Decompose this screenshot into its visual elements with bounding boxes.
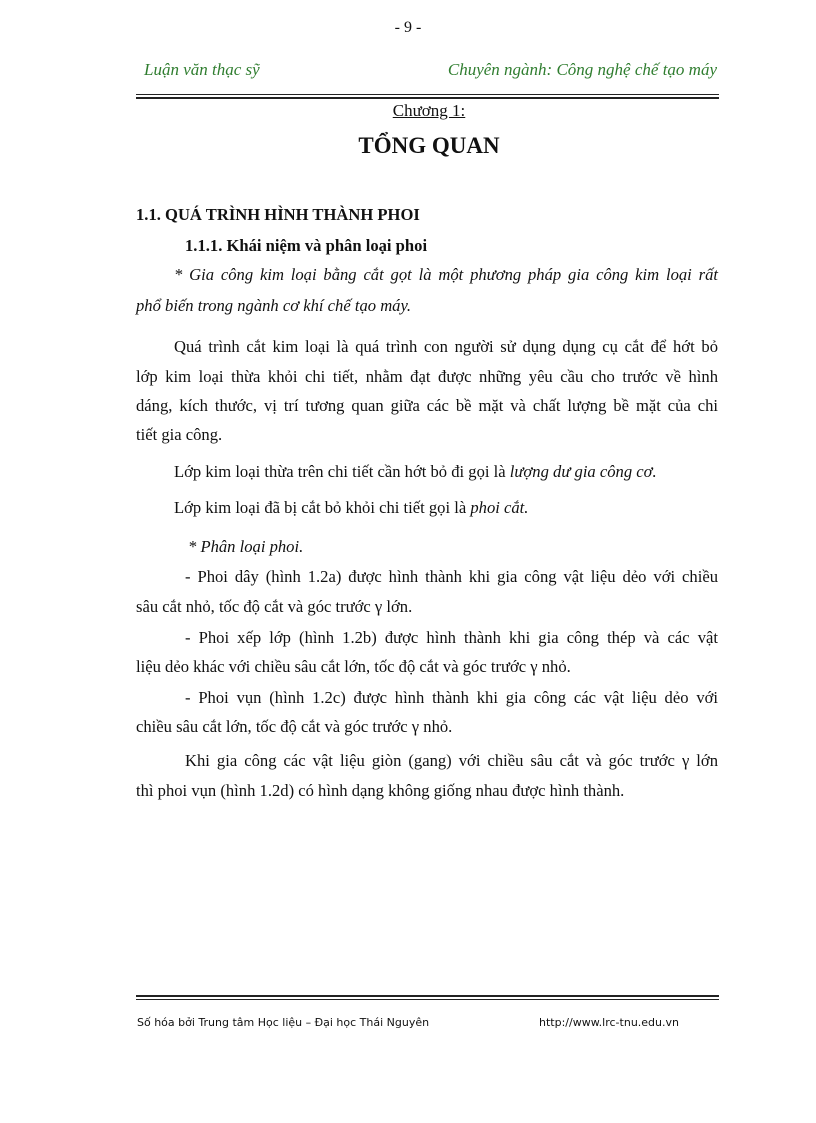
item-c-line-2: chiều sâu cắt lớn, tốc độ cắt và góc trước γ nhỏ. xyxy=(136,717,453,736)
item-a-line-2: sâu cắt nhỏ, tốc độ cắt và góc trước γ lớn. xyxy=(136,597,413,616)
paragraph-3-text: Lớp kim loại đã bị cắt bỏ khỏi chi tiết gọi là xyxy=(174,498,471,517)
paragraph-2 xyxy=(174,462,657,482)
item-b-line-1: - Phoi xếp lớp (hình 1.2b) được hình thành khi gia công thép và các vật xyxy=(185,628,718,647)
item-c-line-1: - Phoi vụn (hình 1.2c) được hình thành khi gia công các vật liệu dẻo với xyxy=(185,688,718,707)
footer-source: Số hóa bởi Trung tâm Học liệu – Đại học Thái Nguyên xyxy=(137,1016,430,1029)
page-number: - 9 - xyxy=(394,19,422,36)
chapter-title: TỔNG QUAN xyxy=(358,133,500,158)
header-thesis-label: Luận văn thạc sỹ xyxy=(144,60,260,79)
footer-rule-top xyxy=(136,995,719,997)
intro-line-1: * Gia công kim loại bằng cắt gọt là một phương pháp gia công kim loại rất xyxy=(174,265,718,284)
chapter-label: Chương 1: xyxy=(392,101,466,120)
paragraph-1-line-2: lớp kim loại thừa khỏi chi tiết, nhằm đạt được những yêu cầu cho trước về hình xyxy=(136,367,718,386)
paragraph-2-term: lượng dư gia công cơ. xyxy=(509,462,657,481)
subsection-heading: 1.1.1. Khái niệm và phân loại phoi xyxy=(185,236,428,255)
header-rule-bottom xyxy=(136,97,719,99)
paragraph-1-line-4: tiết gia công. xyxy=(136,425,223,444)
item-a-line-1: - Phoi dây (hình 1.2a) được hình thành khi gia công vật liệu dẻo với chiều xyxy=(185,567,718,586)
section-heading: 1.1. QUÁ TRÌNH HÌNH THÀNH PHOI xyxy=(136,205,420,224)
paragraph-1-line-1: Quá trình cắt kim loại là quá trình con người sử dụng dụng cụ cắt để hớt bỏ xyxy=(174,337,718,356)
item-d-line-1: Khi gia công các vật liệu giòn (gang) với chiều sâu cắt và góc trước γ lớn xyxy=(185,751,718,770)
paragraph-3 xyxy=(174,498,528,518)
item-b-line-2: liệu dẻo khác với chiều sâu cắt lớn, tốc độ cắt và góc trước γ nhỏ. xyxy=(136,657,571,676)
item-d-line-2: thì phoi vụn (hình 1.2d) có hình dạng không giống nhau được hình thành. xyxy=(136,781,625,800)
footer-rule-bottom xyxy=(136,999,719,1000)
footer-url[interactable]: http://www.lrc-tnu.edu.vn xyxy=(539,1016,679,1029)
paragraph-3-term: phoi cắt. xyxy=(470,498,529,517)
header-rule-top xyxy=(136,94,719,95)
classification-heading: * Phân loại phoi. xyxy=(188,537,304,556)
paragraph-2-text: Lớp kim loại thừa trên chi tiết cần hớt bỏ đi gọi là xyxy=(174,462,510,481)
paragraph-1-line-3: dáng, kích thước, vị trí tương quan giữa các bề mặt và chất lượng bề mặt của chi xyxy=(136,396,718,415)
intro-line-2: phổ biến trong ngành cơ khí chế tạo máy. xyxy=(136,296,412,315)
header-major-label: Chuyên ngành: Công nghệ chế tạo máy xyxy=(447,60,717,79)
